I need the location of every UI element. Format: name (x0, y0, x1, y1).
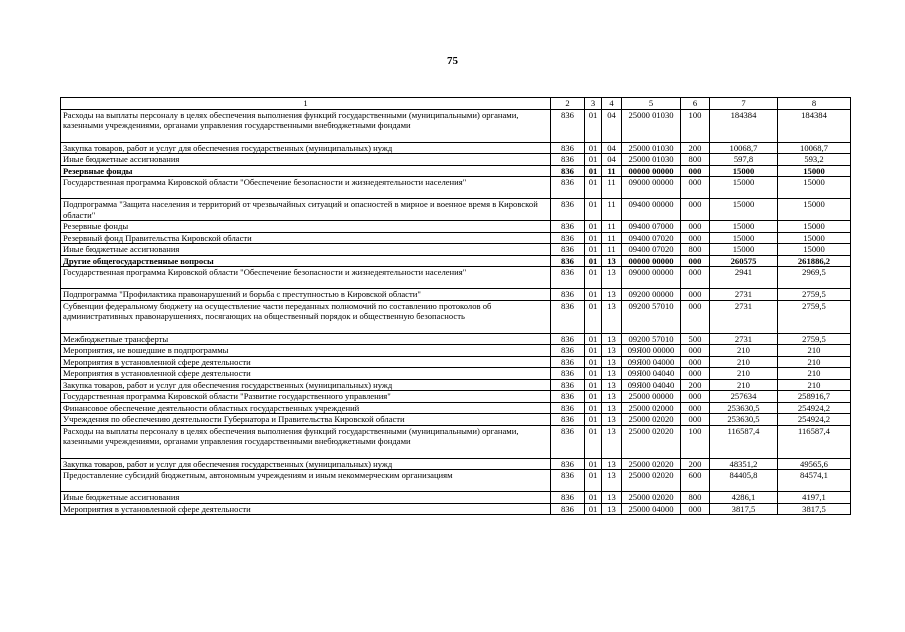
cell-amount-year2: 210 (778, 345, 851, 357)
cell-target-article: 09400 07000 (622, 221, 681, 233)
cell-ministry: 836 (551, 221, 585, 233)
cell-amount-year1: 3817,5 (710, 503, 778, 515)
cell-subsection: 04 (602, 142, 622, 154)
cell-section: 01 (585, 154, 602, 166)
cell-section: 01 (585, 356, 602, 368)
table-row (61, 289, 851, 301)
cell-name: Межбюджетные трансферты (61, 333, 551, 345)
cell-name: Закупка товаров, работ и услуг для обеспечения государственных (муниципальных) нужд (61, 379, 551, 391)
cell-amount-year1: 210 (710, 356, 778, 368)
cell-amount-year2: 2759,5 (778, 300, 851, 333)
cell-section: 01 (585, 232, 602, 244)
cell-expense-type: 000 (681, 165, 710, 177)
cell-name: Другие общегосударственные вопросы (61, 255, 551, 267)
cell-ministry: 836 (551, 142, 585, 154)
table-row (61, 492, 851, 504)
cell-amount-year1: 253630,5 (710, 414, 778, 426)
table-row (61, 221, 851, 233)
header-col-6: 6 (681, 98, 710, 110)
table-row (61, 255, 851, 267)
cell-expense-type: 000 (681, 402, 710, 414)
cell-subsection: 11 (602, 177, 622, 199)
cell-amount-year2: 254924,2 (778, 414, 851, 426)
table-row (61, 345, 851, 357)
cell-amount-year1: 257634 (710, 391, 778, 403)
cell-ministry: 836 (551, 345, 585, 357)
table-body (61, 109, 851, 515)
cell-ministry: 836 (551, 356, 585, 368)
table-row (61, 109, 851, 142)
cell-ministry: 836 (551, 402, 585, 414)
cell-section: 01 (585, 177, 602, 199)
cell-expense-type: 000 (681, 414, 710, 426)
cell-amount-year2: 258916,7 (778, 391, 851, 403)
cell-amount-year1: 48351,2 (710, 458, 778, 470)
table-row (61, 177, 851, 199)
cell-amount-year1: 597,8 (710, 154, 778, 166)
cell-expense-type: 000 (681, 391, 710, 403)
cell-amount-year2: 49565,6 (778, 458, 851, 470)
table-row (61, 300, 851, 333)
cell-name: Финансовое обеспечение деятельности областных государственных учреждений (61, 402, 551, 414)
table-row (61, 267, 851, 289)
cell-amount-year2: 210 (778, 368, 851, 380)
cell-name: Резервные фонды (61, 165, 551, 177)
cell-ministry: 836 (551, 492, 585, 504)
cell-name: Мероприятия в установленной сфере деятельности (61, 503, 551, 515)
cell-expense-type: 100 (681, 425, 710, 458)
cell-name: Государственная программа Кировской области "Развитие государственного управления" (61, 391, 551, 403)
cell-subsection: 04 (602, 154, 622, 166)
cell-section: 01 (585, 244, 602, 256)
table-header-row (61, 98, 851, 110)
cell-ministry: 836 (551, 109, 585, 142)
cell-amount-year1: 2731 (710, 333, 778, 345)
cell-name: Субвенции федеральному бюджету на осуществление части переданных полномочий по составлению протоколов об административных правонарушениях, посягающих на общественный порядок и общественную безопасность (61, 300, 551, 333)
cell-ministry: 836 (551, 414, 585, 426)
cell-amount-year2: 210 (778, 356, 851, 368)
cell-expense-type: 000 (681, 177, 710, 199)
cell-amount-year2: 10068,7 (778, 142, 851, 154)
table-row (61, 232, 851, 244)
cell-name: Мероприятия в установленной сфере деятельности (61, 368, 551, 380)
cell-name: Закупка товаров, работ и услуг для обеспечения государственных (муниципальных) нужд (61, 142, 551, 154)
cell-expense-type: 000 (681, 345, 710, 357)
cell-subsection: 11 (602, 232, 622, 244)
cell-ministry: 836 (551, 199, 585, 221)
cell-expense-type: 500 (681, 333, 710, 345)
cell-amount-year1: 15000 (710, 165, 778, 177)
cell-expense-type: 000 (681, 368, 710, 380)
cell-expense-type: 200 (681, 142, 710, 154)
cell-amount-year2: 2969,5 (778, 267, 851, 289)
cell-amount-year1: 84405,8 (710, 470, 778, 492)
cell-subsection: 13 (602, 414, 622, 426)
cell-section: 01 (585, 379, 602, 391)
cell-subsection: 13 (602, 402, 622, 414)
cell-target-article: 09400 07020 (622, 244, 681, 256)
cell-target-article: 00000 00000 (622, 165, 681, 177)
table-row (61, 379, 851, 391)
cell-name: Расходы на выплаты персоналу в целях обеспечения выполнения функций государственными (муниципальными) органами, казенными учреждениями, органами управления государственными внебюджетными фондами (61, 425, 551, 458)
cell-target-article: 09400 07020 (622, 232, 681, 244)
cell-amount-year2: 116587,4 (778, 425, 851, 458)
cell-ministry: 836 (551, 391, 585, 403)
header-col-7: 7 (710, 98, 778, 110)
cell-name: Резервные фонды (61, 221, 551, 233)
table-row (61, 470, 851, 492)
cell-amount-year2: 84574,1 (778, 470, 851, 492)
cell-expense-type: 600 (681, 470, 710, 492)
cell-amount-year1: 184384 (710, 109, 778, 142)
cell-amount-year2: 15000 (778, 199, 851, 221)
cell-expense-type: 200 (681, 379, 710, 391)
cell-ministry: 836 (551, 503, 585, 515)
cell-target-article: 09000 00000 (622, 177, 681, 199)
cell-amount-year1: 4286,1 (710, 492, 778, 504)
table-row (61, 333, 851, 345)
cell-expense-type: 000 (681, 232, 710, 244)
cell-expense-type: 000 (681, 221, 710, 233)
cell-section: 01 (585, 368, 602, 380)
cell-amount-year1: 15000 (710, 244, 778, 256)
cell-target-article: 25000 02020 (622, 492, 681, 504)
cell-ministry: 836 (551, 470, 585, 492)
cell-name: Резервный фонд Правительства Кировской области (61, 232, 551, 244)
cell-section: 01 (585, 300, 602, 333)
cell-name: Мероприятия, не вошедшие в подпрограммы (61, 345, 551, 357)
table-row (61, 391, 851, 403)
cell-amount-year2: 15000 (778, 221, 851, 233)
cell-subsection: 11 (602, 199, 622, 221)
cell-amount-year1: 15000 (710, 232, 778, 244)
cell-section: 01 (585, 255, 602, 267)
cell-amount-year2: 184384 (778, 109, 851, 142)
cell-expense-type: 800 (681, 244, 710, 256)
cell-amount-year1: 15000 (710, 221, 778, 233)
cell-amount-year1: 2941 (710, 267, 778, 289)
cell-section: 01 (585, 289, 602, 301)
cell-expense-type: 800 (681, 492, 710, 504)
cell-ministry: 836 (551, 379, 585, 391)
cell-target-article: 09Я00 04040 (622, 379, 681, 391)
cell-target-article: 09Я00 04040 (622, 368, 681, 380)
cell-name: Государственная программа Кировской области "Обеспечение безопасности и жизнедеятельности населения" (61, 177, 551, 199)
cell-expense-type: 100 (681, 109, 710, 142)
table-row (61, 165, 851, 177)
cell-name: Иные бюджетные ассигнования (61, 244, 551, 256)
cell-ministry: 836 (551, 232, 585, 244)
cell-target-article: 09200 00000 (622, 289, 681, 301)
cell-amount-year2: 15000 (778, 177, 851, 199)
cell-amount-year2: 3817,5 (778, 503, 851, 515)
cell-target-article: 09400 00000 (622, 199, 681, 221)
cell-amount-year1: 210 (710, 368, 778, 380)
table-row (61, 244, 851, 256)
cell-ministry: 836 (551, 368, 585, 380)
table-row (61, 356, 851, 368)
cell-section: 01 (585, 503, 602, 515)
cell-expense-type: 000 (681, 289, 710, 301)
cell-ministry: 836 (551, 425, 585, 458)
cell-ministry: 836 (551, 333, 585, 345)
table-row (61, 503, 851, 515)
cell-subsection: 13 (602, 356, 622, 368)
cell-amount-year1: 260575 (710, 255, 778, 267)
cell-amount-year2: 261886,2 (778, 255, 851, 267)
cell-amount-year1: 2731 (710, 289, 778, 301)
cell-section: 01 (585, 492, 602, 504)
cell-expense-type: 000 (681, 300, 710, 333)
cell-ministry: 836 (551, 244, 585, 256)
cell-amount-year2: 593,2 (778, 154, 851, 166)
cell-ministry: 836 (551, 289, 585, 301)
table-row (61, 414, 851, 426)
cell-section: 01 (585, 470, 602, 492)
cell-name: Предоставление субсидий бюджетным, автономным учреждениям и иным некоммерческим организациям (61, 470, 551, 492)
header-col-5: 5 (622, 98, 681, 110)
cell-name: Иные бюджетные ассигнования (61, 492, 551, 504)
cell-name: Расходы на выплаты персоналу в целях обеспечения выполнения функций государственными (муниципальными) органами, казенными учреждениями, органами управления государственными внебюджетными фондами (61, 109, 551, 142)
cell-target-article: 00000 00000 (622, 255, 681, 267)
table-row (61, 458, 851, 470)
cell-section: 01 (585, 333, 602, 345)
cell-target-article: 09Я00 04000 (622, 356, 681, 368)
cell-expense-type: 000 (681, 199, 710, 221)
cell-amount-year2: 15000 (778, 244, 851, 256)
cell-subsection: 13 (602, 503, 622, 515)
cell-amount-year1: 2731 (710, 300, 778, 333)
cell-expense-type: 200 (681, 458, 710, 470)
cell-subsection: 13 (602, 470, 622, 492)
cell-amount-year2: 2759,5 (778, 289, 851, 301)
cell-target-article: 25000 04000 (622, 503, 681, 515)
cell-ministry: 836 (551, 458, 585, 470)
cell-target-article: 25000 01030 (622, 154, 681, 166)
cell-expense-type: 000 (681, 255, 710, 267)
cell-subsection: 13 (602, 368, 622, 380)
cell-name: Учреждения по обеспечению деятельности Губернатора и Правительства Кировской области (61, 414, 551, 426)
cell-subsection: 13 (602, 391, 622, 403)
cell-subsection: 13 (602, 255, 622, 267)
cell-name: Государственная программа Кировской области "Обеспечение безопасности и жизнедеятельности населения" (61, 267, 551, 289)
cell-section: 01 (585, 391, 602, 403)
cell-subsection: 13 (602, 345, 622, 357)
cell-subsection: 13 (602, 379, 622, 391)
cell-section: 01 (585, 458, 602, 470)
cell-amount-year1: 210 (710, 345, 778, 357)
table-row (61, 199, 851, 221)
cell-subsection: 04 (602, 109, 622, 142)
cell-name: Мероприятия в установленной сфере деятельности (61, 356, 551, 368)
cell-target-article: 25000 02000 (622, 402, 681, 414)
table-row (61, 402, 851, 414)
cell-ministry: 836 (551, 255, 585, 267)
page-number: 75 (447, 55, 458, 67)
cell-expense-type: 800 (681, 154, 710, 166)
header-col-1: 1 (61, 98, 551, 110)
cell-target-article: 09Я00 00000 (622, 345, 681, 357)
cell-target-article: 25000 02020 (622, 414, 681, 426)
cell-ministry: 836 (551, 177, 585, 199)
cell-ministry: 836 (551, 267, 585, 289)
table-row (61, 425, 851, 458)
cell-subsection: 13 (602, 289, 622, 301)
cell-name: Подпрограмма "Защита населения и территорий от чрезвычайных ситуаций и опасностей в мирное и военное время в Кировской области" (61, 199, 551, 221)
header-col-2: 2 (551, 98, 585, 110)
cell-subsection: 11 (602, 221, 622, 233)
cell-section: 01 (585, 402, 602, 414)
cell-amount-year2: 2759,5 (778, 333, 851, 345)
cell-subsection: 13 (602, 492, 622, 504)
cell-name: Иные бюджетные ассигнования (61, 154, 551, 166)
cell-target-article: 25000 01030 (622, 142, 681, 154)
cell-target-article: 25000 00000 (622, 391, 681, 403)
header-col-4: 4 (602, 98, 622, 110)
cell-ministry: 836 (551, 300, 585, 333)
cell-subsection: 11 (602, 165, 622, 177)
cell-section: 01 (585, 414, 602, 426)
cell-subsection: 13 (602, 267, 622, 289)
cell-target-article: 25000 02020 (622, 425, 681, 458)
cell-target-article: 25000 02020 (622, 470, 681, 492)
cell-amount-year2: 15000 (778, 232, 851, 244)
cell-amount-year1: 15000 (710, 177, 778, 199)
table-row (61, 142, 851, 154)
cell-subsection: 13 (602, 458, 622, 470)
cell-amount-year1: 10068,7 (710, 142, 778, 154)
header-col-8: 8 (778, 98, 851, 110)
cell-name: Подпрограмма "Профилактика правонарушений и борьба с преступностью в Кировской области" (61, 289, 551, 301)
cell-ministry: 836 (551, 165, 585, 177)
cell-amount-year1: 15000 (710, 199, 778, 221)
cell-section: 01 (585, 109, 602, 142)
cell-subsection: 13 (602, 300, 622, 333)
cell-subsection: 13 (602, 425, 622, 458)
budget-table (60, 97, 851, 515)
cell-expense-type: 000 (681, 503, 710, 515)
cell-target-article: 09200 57010 (622, 333, 681, 345)
cell-expense-type: 000 (681, 267, 710, 289)
cell-section: 01 (585, 345, 602, 357)
cell-amount-year2: 210 (778, 379, 851, 391)
cell-section: 01 (585, 221, 602, 233)
cell-amount-year1: 210 (710, 379, 778, 391)
table-row (61, 368, 851, 380)
cell-section: 01 (585, 142, 602, 154)
cell-subsection: 13 (602, 333, 622, 345)
cell-section: 01 (585, 267, 602, 289)
cell-target-article: 25000 01030 (622, 109, 681, 142)
cell-amount-year1: 116587,4 (710, 425, 778, 458)
header-col-3: 3 (585, 98, 602, 110)
table-row (61, 154, 851, 166)
cell-amount-year2: 4197,1 (778, 492, 851, 504)
cell-amount-year1: 253630,5 (710, 402, 778, 414)
cell-amount-year2: 254924,2 (778, 402, 851, 414)
cell-expense-type: 000 (681, 356, 710, 368)
cell-amount-year2: 15000 (778, 165, 851, 177)
cell-ministry: 836 (551, 154, 585, 166)
cell-target-article: 09200 57010 (622, 300, 681, 333)
cell-section: 01 (585, 165, 602, 177)
cell-section: 01 (585, 199, 602, 221)
cell-target-article: 09000 00000 (622, 267, 681, 289)
cell-target-article: 25000 02020 (622, 458, 681, 470)
cell-name: Закупка товаров, работ и услуг для обеспечения государственных (муниципальных) нужд (61, 458, 551, 470)
cell-subsection: 11 (602, 244, 622, 256)
cell-section: 01 (585, 425, 602, 458)
